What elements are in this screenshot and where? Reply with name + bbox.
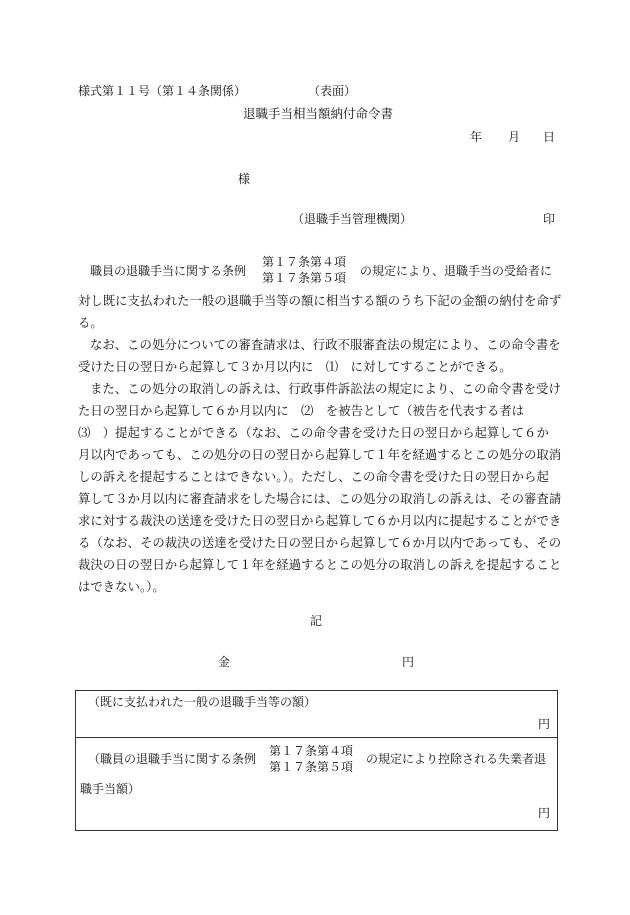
table-row-paid-amount (76, 691, 557, 737)
p3-line6: 算して３か月以内に審査請求をした場合には、この処分の取消しの訴えは、その審査請 (78, 491, 562, 506)
p2-line2: 受けた日の翌日から起算して３か月以内に ⑴ に対してすることができる。 (78, 359, 512, 374)
date-month: 月 (508, 130, 521, 144)
article-17-5: 第１７条第５項 (262, 271, 347, 285)
deduction-prefix: （職員の退職手当に関する条例 (88, 752, 257, 766)
article-choice (262, 254, 346, 286)
amount-unit: 円 (402, 655, 415, 669)
deduction-table (75, 690, 558, 831)
issuer: （退職手当管理機関） (292, 212, 413, 226)
p3-line5: しの訴えを提起することはできない。）。ただし、この命令書を受けた日の翌日から起 (78, 469, 549, 484)
record-heading: 記 (310, 614, 323, 628)
document-title: 退職手当相当額納付命令書 (243, 106, 394, 121)
p1-line3: る。 (78, 315, 103, 330)
article-17-4: 第１７条第４項 (262, 255, 347, 269)
paid-amount-label: （既に支払われた一般の退職手当等の額） (88, 695, 317, 709)
deduction-article-17-4: 第１７条第４項 (269, 744, 354, 758)
p3-line8: る（なお、その裁決の送達を受けた日の翌日から起算して６か月以内であっても、その (78, 535, 562, 550)
deduction-unit: 円 (537, 806, 550, 820)
addressee-suffix: 様 (238, 172, 251, 186)
deduction-suffix: の規定により控除される失業者退 (366, 752, 547, 766)
form-number: 様式第１１号（第１４条関係） (78, 84, 247, 98)
table-row-deduction (76, 737, 557, 831)
p3-line1: また、この処分の取消しの訴えは、行政事件訴訟法の規定により、この命令書を受け (90, 381, 561, 396)
p1-prefix: 職員の退職手当に関する条例 (90, 264, 247, 278)
p3-line9: 裁決の日の翌日から起算して１年を経過するとこの処分の取消しの訴えを提起すること (78, 557, 562, 572)
p3-line10: はできない。）。 (78, 579, 165, 594)
deduction-article-17-5: 第１７条第５項 (269, 760, 354, 774)
p1-line2: 対し既に支払われた一般の退職手当等の額に相当する額のうち下記の金額の納付を命ず (78, 293, 562, 308)
date-day: 日 (543, 130, 556, 144)
paid-amount-unit: 円 (537, 717, 550, 731)
seal-mark: 印 (543, 212, 556, 226)
p2-line1: なお、この処分についての審査請求は、行政不服審査法の規定により、この命令書を (90, 337, 561, 352)
p1-suffix: の規定により、退職手当の受給者に (360, 264, 553, 278)
deduction-line2: 職手当額） (80, 782, 141, 796)
amount-label: 金 (218, 655, 231, 669)
side-label: （表面） (308, 84, 357, 98)
date-year: 年 (470, 130, 483, 144)
deduction-article-choice (269, 743, 353, 775)
p3-line4: 月以内であっても、この処分の日の翌日から起算して１年を経過するとこの処分の取消 (78, 447, 562, 462)
p3-line7: 求に対する裁決の送達を受けた日の翌日から起算して６か月以内に提起することができ (78, 513, 562, 528)
p3-line3: ⑶ ）提起することができる（なお、この命令書を受けた日の翌日から起算して６か (78, 425, 549, 440)
p3-line2: た日の翌日から起算して６か月以内に ⑵ を被告として（被告を代表する者は (78, 403, 525, 418)
